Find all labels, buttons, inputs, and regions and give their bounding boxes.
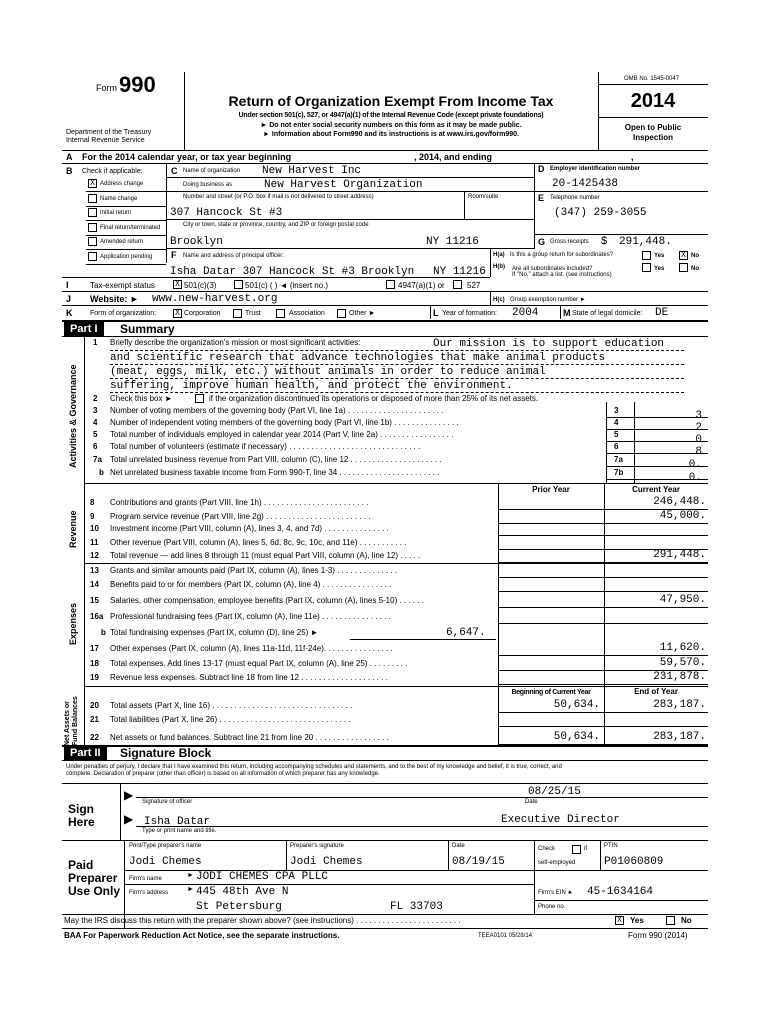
hc-label: H(c) [493, 297, 505, 303]
e-label: E [538, 193, 545, 203]
line1-num: 1 [93, 338, 98, 347]
line-number: 5 [93, 430, 98, 439]
row-divider [498, 591, 708, 592]
corporation-label: Corporation [184, 310, 221, 317]
discuss-no-label: No [681, 916, 692, 925]
row-a-text2: , 2014, and ending [414, 152, 493, 162]
side-revenue: Revenue [68, 510, 78, 548]
corporation-checkbox[interactable]: X [173, 309, 182, 318]
state-zip: NY 11216 [426, 236, 479, 248]
line-description: Professional fundraising fees (Part IX, column (A), line 11e) . . . . . . . . . . . . . . . . [110, 612, 391, 621]
state-domicile: DE [655, 307, 669, 319]
row-divider [498, 712, 708, 713]
other-label: Other ► [349, 310, 376, 317]
line-description: Total expenses. Add lines 13-17 (must equal Part IX, column (A), line 25) . . . . . . . . . [110, 659, 408, 668]
other-checkbox[interactable] [337, 309, 346, 318]
ha-no-checkbox[interactable]: X [679, 251, 688, 260]
line-box-number: 5 [614, 430, 619, 439]
phone: (347) 259-3055 [554, 207, 647, 219]
year-formation: 2004 [512, 307, 539, 319]
part1-title: Summary [120, 322, 175, 336]
gross-label: Gross receipts [550, 239, 589, 245]
row-divider [606, 466, 708, 467]
part2-title: Signature Block [120, 746, 212, 760]
line2-text2: if the organization discontinued its operations or disposed of more than 25% of its net assets. [209, 394, 539, 403]
org-name: New Harvest Inc [262, 165, 362, 177]
hb-text-1: Are all subordinates included? [512, 266, 593, 272]
side-net-1: Net Assets or [64, 701, 71, 746]
paid-label-3: Use Only [68, 884, 121, 898]
name-title-label: Type or print name and title. [142, 828, 217, 834]
current-year-value: 45,000. [659, 510, 706, 522]
sig-officer-label: Signature of officer [142, 799, 193, 805]
ha-no-label: No [691, 253, 699, 259]
check-applicable-checkbox[interactable] [88, 208, 97, 217]
association-label: Association [289, 310, 325, 317]
line1-text: Briefly describe the organization's mission or most significant activities: [110, 338, 361, 347]
side-expenses: Expenses [68, 602, 78, 645]
preparer-name[interactable]: Jodi Chemes [129, 856, 202, 868]
line-value: 3 [695, 410, 702, 422]
line-number: 12 [90, 551, 99, 560]
footer-baa: BAA For Paperwork Reduction Act Notice, see the separate instructions. [64, 931, 340, 940]
line-description: Salaries, other compensation, employee benefits (Part IX, column (A), lines 5-10) . . . . . . [110, 596, 424, 605]
gross-dollar: $ [601, 235, 608, 247]
principal-officer: Isha Datar 307 Hancock St #3 Brooklyn [170, 266, 415, 278]
line-number: 20 [90, 701, 99, 710]
row-a-comma: , [631, 152, 634, 162]
line16b-num: b [101, 628, 106, 637]
current-year-header: Current Year [632, 485, 680, 494]
footer-form: Form 990 (2014) [628, 931, 688, 940]
line-description: Investment income (Part VIII, column (A), lines 3, 4, and 7d) . . . . . . . . . . . . . . . [110, 524, 389, 533]
row-a-label: A [66, 152, 73, 162]
mission-line-1: Our mission is to support education [433, 338, 665, 350]
current-year-value: 231,878. [653, 671, 706, 683]
form-of-org-label: Form of organization: [90, 310, 157, 317]
room-label: Room/suite [468, 194, 499, 200]
hb-yes-checkbox[interactable] [642, 263, 651, 272]
line-box-number: 6 [614, 442, 619, 451]
preparer-date[interactable]: 08/19/15 [452, 856, 505, 868]
eoy-header: End of Year [634, 687, 678, 696]
line-number: 3 [93, 406, 98, 415]
line-number: 10 [90, 524, 99, 533]
line-description: Grants and similar amounts paid (Part IX, column (A), lines 1-3) . . . . . . . . . . . . . . [110, 566, 398, 575]
firm-address-label: Firm's address [129, 890, 169, 896]
501c-label: 501(c) ( ) ◄ (insert no.) [245, 281, 329, 290]
f-label: F [171, 250, 177, 260]
form-title: Return of Organization Exempt From Income Tax [228, 93, 554, 109]
row-divider [498, 535, 708, 536]
row-divider [498, 726, 708, 727]
line-value: 0. [688, 472, 702, 484]
penalty-text-2: complete. Declaration of preparer (other than officer) is based on all information of which preparer has any knowledge. [66, 771, 380, 777]
boy-header: Beginning of Current Year [511, 689, 591, 696]
if-label: if [584, 846, 587, 852]
dept-line-2: Internal Revenue Service [66, 137, 145, 144]
side-governance: Activities & Governance [68, 364, 78, 468]
line-description: Total number of volunteers (estimate if necessary) . . . . . . . . . . . . . . . . . . . . . . . . . . . . . . [110, 442, 421, 451]
ptin[interactable]: P01060809 [604, 856, 664, 868]
form-number: 990 [119, 72, 156, 97]
4947-checkbox[interactable] [386, 280, 395, 289]
ptin-label: PTIN [604, 843, 618, 849]
firm-ein[interactable]: 45-1634164 [587, 886, 654, 898]
mission-line-4: suffering, improve human health, and protect the environment. [110, 380, 513, 392]
phone-no-label: Phone no. [538, 904, 566, 910]
line-number: 17 [90, 644, 99, 653]
firm-name-arrow: ► [187, 872, 194, 879]
ssn-notice: ► Do not enter social security numbers on this form as it may be made public. [260, 122, 522, 129]
row-divider [498, 655, 708, 656]
trust-checkbox[interactable] [233, 309, 242, 318]
line2-num: 2 [93, 394, 98, 403]
row-divider [606, 479, 708, 480]
501c3-checkbox[interactable]: X [173, 280, 182, 289]
col-divider [634, 402, 635, 483]
row-divider [86, 220, 166, 221]
check-applicable-label: Name change [100, 195, 138, 202]
omb-number: OMB No. 1545-0047 [624, 76, 680, 82]
self-employed-label: self-employed [538, 860, 576, 866]
row-divider [606, 453, 708, 454]
line-description: Revenue less expenses. Subtract line 18 from line 12 . . . . . . . . . . . . . . . . . . . . [110, 673, 388, 682]
line16b-text: Total fundraising expenses (Part IX, column (D), line 25) ► [110, 628, 319, 637]
prep-sig-label: Preparer's signature [290, 843, 344, 849]
line-number: 14 [90, 580, 99, 589]
row-divider [498, 607, 708, 608]
hb-label: H(b) [493, 264, 505, 270]
discontinued-checkbox[interactable] [195, 394, 204, 403]
ein: 20-1425438 [552, 178, 619, 190]
form-subtitle: Under section 501(c), 527, or 4947(a)(1) of the Internal Revenue Code (except private foundations) [238, 112, 544, 119]
check-applicable-label: Address change [100, 181, 144, 187]
line-description: Total assets (Part X, line 16) . . . . . . . . . . . . . . . . . . . . . . . . . . . . . . . . [110, 701, 353, 710]
prep-name-label: Print/Type preparer's name [129, 843, 202, 849]
firm-address-1[interactable]: 445 48th Ave N [196, 886, 289, 898]
row-divider [86, 264, 166, 265]
hb-text-2: If "No," attach a list. (see instructions) [512, 272, 612, 278]
penalty-text-1: Under penalties of perjury, I declare that I have examined this return, including accompanying schedules and statements, and to the best of my knowledge and belief, it is true, correct, and [66, 764, 562, 770]
row-k-label: K [66, 308, 73, 318]
prior-year-value: 50,634. [553, 699, 600, 711]
line-description: Total unrelated business revenue from Part VIII, column (C), line 12 . . . . . . . . . . . . . . . . . . . . . [110, 455, 442, 464]
line-number: 21 [90, 715, 99, 724]
officer-name[interactable]: Isha Datar [144, 816, 211, 828]
gross-receipts: 291,448. [619, 236, 672, 248]
row-j-label: J [66, 294, 72, 304]
row-divider [498, 623, 708, 624]
firm-name-label: Firm's name [129, 876, 162, 882]
open-public-2: Inspection [632, 133, 673, 142]
line-description: Contributions and grants (Part VIII, line 1h) . . . . . . . . . . . . . . . . . . . . . . . . [110, 498, 369, 507]
row-divider [606, 417, 708, 418]
firm-ein-label: Firm's EIN ► [538, 890, 574, 896]
hb-no-checkbox[interactable] [679, 263, 688, 272]
line-value: 0. [688, 459, 702, 471]
sig-date-label: Date [525, 799, 538, 805]
line-number: 4 [93, 418, 98, 427]
row-b-label: B [66, 166, 73, 176]
tax-year: 2014 [630, 90, 676, 112]
d-label: D [538, 164, 545, 174]
line-number: 18 [90, 659, 99, 668]
check-applicable-label: Amended return [100, 239, 144, 245]
signature-date[interactable]: 08/25/15 [528, 786, 581, 798]
officer-state: NY 11216 [433, 266, 486, 278]
line-value: 0 [695, 434, 702, 446]
current-year-value: 283,187. [653, 699, 706, 711]
check-applicable-label: Final return/terminated [100, 224, 161, 231]
row-divider [86, 206, 166, 207]
4947-label: 4947(a)(1) or [398, 281, 445, 290]
dba-label: Doing business as [183, 182, 233, 188]
row-divider [606, 429, 708, 430]
501c3-label: 501(c)(3) [184, 281, 217, 290]
open-public-1: Open to Public [624, 123, 682, 132]
c-label: C [171, 166, 178, 176]
527-checkbox[interactable] [453, 280, 462, 289]
phone-label: Telephone number [550, 195, 600, 201]
firm-address-2[interactable]: St Petersburg [196, 901, 282, 913]
line-description: Net assets or fund balances. Subtract line 21 from line 20 . . . . . . . . . . . . . . . . . [110, 733, 389, 742]
ha-label: H(a) [493, 252, 505, 258]
ha-yes-label: Yes [654, 253, 665, 259]
row-divider [498, 684, 708, 685]
mission-line-3: (meat, eggs, milk, etc.) without animals in order to reduce animal [110, 366, 546, 378]
prior-year-value: 50,634. [553, 731, 600, 743]
check-applicable-label: Initial return [100, 210, 132, 216]
line-number: 22 [90, 733, 99, 742]
state-domicile-label: State of legal domicile: [572, 310, 643, 317]
line-description: Total number of individuals employed in calendar year 2014 (Part V, line 2a) . . . . . . . . . . . . . . . . . [110, 430, 454, 439]
check-label: Check [538, 846, 556, 852]
line-description: Number of independent voting members of the governing body (Part VI, line 1b) . . . . . . . . . . . . . . . [110, 418, 459, 427]
l-label: L [433, 308, 439, 318]
firm-state-zip[interactable]: FL 33703 [390, 901, 443, 913]
line-number: 6 [93, 442, 98, 451]
hb-no-label: No [691, 266, 699, 272]
line16b-value: 6,647. [446, 627, 486, 639]
street-address: 307 Hancock St #3 [170, 207, 283, 219]
check-applicable-label: Application pending [100, 253, 153, 260]
discuss-question: May the IRS discuss this return with the preparer shown above? (see instructions) . . . . . . . . . . . . . . . . . . . . . . . . [64, 916, 461, 925]
501c-checkbox[interactable] [234, 280, 243, 289]
info-notice: ► Information about Form990 and its instructions is at www.irs.gov/form990. [263, 131, 519, 138]
check-applicable-checkbox[interactable] [88, 223, 97, 232]
org-name-label: Name of organization [183, 168, 241, 174]
sign-arrow-2: ▶ [124, 812, 134, 826]
dba-name: New Harvest Organization [264, 179, 423, 191]
line-number: 8 [90, 498, 95, 507]
sign-label-1: Sign [68, 802, 94, 816]
current-year-value: 11,620. [659, 642, 706, 654]
city: Brooklyn [170, 236, 223, 248]
street-label: Number and street (or P.O. box if mail is not delivered to street address) [183, 194, 374, 200]
form-label: Form [96, 83, 117, 93]
ha-yes-checkbox[interactable] [642, 251, 651, 260]
line-number: 13 [90, 566, 99, 575]
row-i-label: I [66, 280, 69, 290]
line2-text: Check this box ► [110, 394, 173, 403]
discuss-no-checkbox[interactable] [666, 916, 675, 925]
line-number: 9 [90, 512, 95, 521]
line-number: b [99, 468, 104, 477]
row-divider [86, 235, 166, 236]
line-value: 8 [695, 446, 702, 458]
line-number: 7a [93, 455, 102, 464]
side-net-2: Fund Balances [72, 696, 79, 746]
line-box-number: 7a [614, 455, 623, 464]
line-box-number: 7b [614, 468, 624, 477]
sign-arrow-1: ▶ [124, 788, 134, 802]
current-year-value: 246,448. [653, 496, 706, 508]
hc-text: Group exemption number ► [510, 297, 586, 303]
officer-label: Name and address of principal officer: [183, 253, 284, 259]
current-year-value: 59,570. [659, 657, 706, 669]
year-formation-label: Year of formation: [442, 310, 497, 317]
current-year-value: 47,950. [659, 594, 706, 606]
officer-title[interactable]: Executive Director [501, 814, 620, 826]
ein-label: Employer identification number [550, 166, 641, 172]
line-description: Total revenue — add lines 8 through 11 (must equal Part VIII, column (A), line 12) . . . . . [110, 551, 421, 560]
tax-exempt-label: Tax-exempt status [90, 281, 155, 290]
check-applicable-checkbox[interactable] [88, 194, 97, 203]
g-label: G [538, 237, 546, 247]
paid-label-1: Paid [68, 858, 94, 872]
527-label: 527 [467, 281, 481, 290]
firm-address-arrow: ► [187, 886, 194, 893]
hb-yes-label: Yes [654, 266, 665, 272]
current-year-value: 291,448. [653, 549, 706, 561]
line-value: 2 [695, 422, 702, 434]
line-description: Program service revenue (Part VIII, line 2g) . . . . . . . . . . . . . . . . . . . . . . . . [110, 512, 371, 521]
check-applicable-checkbox[interactable] [88, 252, 97, 261]
line-box-number: 3 [614, 406, 619, 415]
line-number: 16a [90, 612, 104, 621]
mission-line-2: and scientific research that advance technologies that make animal products [110, 352, 606, 364]
website-label: Website: ► [90, 294, 139, 304]
website[interactable]: www.new-harvest.org [152, 293, 278, 305]
discuss-yes-checkbox[interactable]: X [615, 916, 624, 925]
discuss-yes-label: Yes [630, 916, 644, 925]
self-employed-checkbox[interactable] [572, 845, 581, 854]
line-description: Number of voting members of the governing body (Part VI, line 1a) . . . . . . . . . . . . . . . . . . . . . . [110, 406, 444, 415]
line-description: Net unrelated business taxable income from Form 990-T, line 34 . . . . . . . . . . . . . . . . . . . . . . . [110, 468, 440, 477]
line-number: 11 [90, 538, 99, 547]
preparer-signature[interactable]: Jodi Chemes [290, 856, 363, 868]
row-divider [498, 523, 708, 524]
row-divider [498, 577, 708, 578]
paid-label-2: Preparer [68, 871, 118, 885]
association-checkbox[interactable] [276, 309, 285, 318]
check-applicable-checkbox[interactable] [88, 237, 97, 246]
col-divider [606, 402, 607, 483]
ha-text: Is this a group return for subordinates? [510, 252, 614, 258]
prior-year-header: Prior Year [532, 485, 570, 494]
line-description: Other expenses (Part IX, column (A), lines 11a-11d, 11f-24e). . . . . . . . . . . . . . . . [110, 644, 393, 653]
row-divider [86, 249, 166, 250]
line-box-number: 4 [614, 418, 619, 427]
current-year-value: 283,187. [653, 731, 706, 743]
part2-label: Part II [64, 746, 107, 760]
row-a-text: For the 2014 calendar year, or tax year beginning [82, 152, 292, 162]
line-description: Other revenue (Part VIII, column (A), lines 5, 6d, 8c, 9c, 10c, and 11e) . . . . . . . . . . . [110, 538, 407, 547]
m-label: M [563, 308, 571, 318]
check-applicable-header: Check if applicable: [82, 168, 143, 175]
line-description: Benefits paid to or for members (Part IX, column (A), line 4) . . . . . . . . . . . . . . . . [110, 580, 392, 589]
line-description: Total liabilities (Part X, line 26) . . . . . . . . . . . . . . . . . . . . . . . . . . . . . . [110, 715, 351, 724]
prep-date-label: Date [452, 843, 465, 849]
trust-label: Trust [245, 310, 261, 317]
row-divider [86, 191, 166, 192]
part1-label: Part I [64, 322, 104, 336]
check-applicable-checkbox[interactable]: X [88, 179, 97, 188]
line-number: 19 [90, 673, 99, 682]
firm-name[interactable]: JODI CHEMES CPA PLLC [196, 871, 329, 883]
row-divider [606, 441, 708, 442]
dept-line-1: Department of the Treasury [66, 129, 152, 136]
sign-label-2: Here [68, 815, 95, 829]
line-number: 15 [90, 596, 99, 605]
city-label: City or town, state or province, country, and ZIP or foreign postal code [183, 222, 369, 228]
footer-code: TEEA0101 05/28/14 [478, 933, 533, 939]
